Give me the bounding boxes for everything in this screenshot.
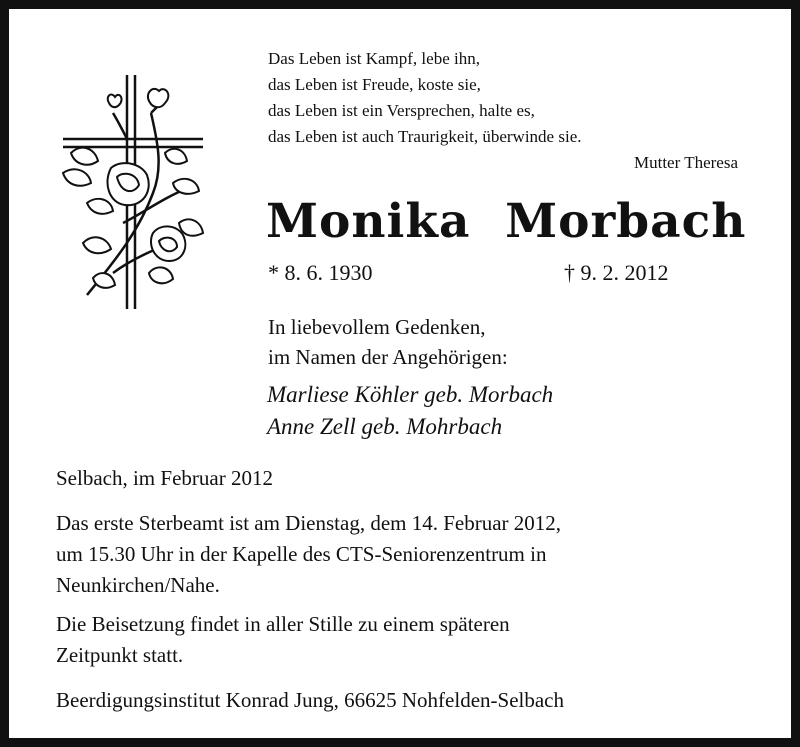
funeral-home: Beerdigungsinstitut Konrad Jung, 66625 Nohfelden-Selbach (56, 688, 564, 712)
poem-line: das Leben ist auch Traurigkeit, überwinde sie. (268, 127, 582, 146)
poem (268, 46, 738, 176)
deceased-name: Monika Morbach (266, 194, 747, 249)
poem-author: Mutter Theresa (633, 153, 738, 172)
memorial-line: In liebevollem Gedenken, (268, 315, 486, 339)
birth-date: * 8. 6. 1930 (268, 260, 373, 285)
burial-line: Zeitpunkt statt. (56, 643, 184, 667)
burial-line: Die Beisetzung findet in aller Stille zu einem späteren (56, 612, 510, 636)
death-date: † 9. 2. 2012 (564, 260, 669, 285)
burial-info (56, 609, 776, 671)
requiem-line: Neunkirchen/Nahe. (56, 573, 220, 597)
mourner-name: Marliese Köhler geb. Morbach (267, 382, 554, 407)
mourners-list (267, 379, 553, 443)
cross-with-roses-icon (53, 73, 213, 313)
place-and-date: Selbach, im Februar 2012 (56, 466, 273, 490)
requiem-line: um 15.30 Uhr in der Kapelle des CTS-Seniorenzentrum in (56, 542, 547, 566)
requiem-line: Das erste Sterbeamt ist am Dienstag, dem 14. Februar 2012, (56, 511, 562, 535)
poem-line: das Leben ist ein Versprechen, halte es, (268, 101, 535, 120)
mourner-name: Anne Zell geb. Mohrbach (267, 414, 503, 439)
notice-body (56, 463, 776, 716)
poem-line: Das Leben ist Kampf, lebe ihn, (268, 49, 480, 68)
life-dates (268, 260, 708, 290)
memorial-line: im Namen der Angehörigen: (268, 345, 508, 369)
poem-line: das Leben ist Freude, koste sie, (268, 75, 481, 94)
requiem-info (56, 508, 776, 601)
memorial-note (268, 312, 508, 372)
